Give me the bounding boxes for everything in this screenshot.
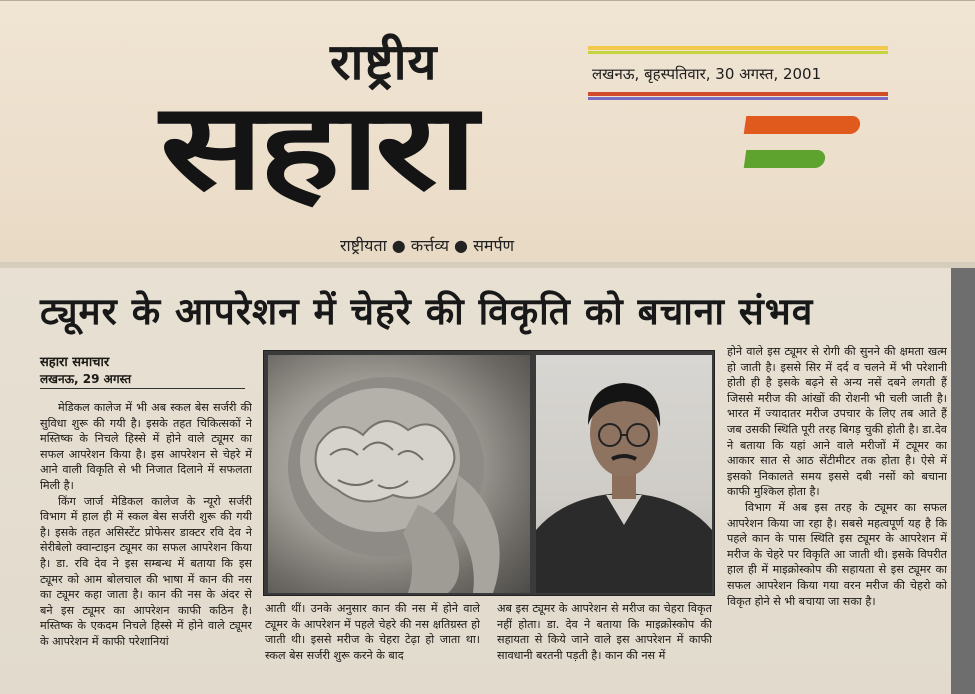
- portrait-illustration: [536, 355, 712, 593]
- masthead-clipping: [0, 0, 975, 268]
- article-column-bottom-1: [265, 601, 480, 673]
- brain-illustration: [268, 355, 530, 593]
- article-paragraph: अब इस ट्यूमर के आपरेशन से मरीज का चेहरा विकृत नहीं होता। डा. देव ने बताया कि माइक्रोस्कोप की सहायता से किये जाने वाले इस आपरेशन में काफी सावधानी बरतनी पड़ती है। कान की नस में: [497, 602, 712, 662]
- flag-green-stripe: [744, 150, 827, 168]
- article-paragraph: विभाग में अब इस तरह के ट्यूमर का सफल आपरेशन किया जा रहा है। सबसे महत्वपूर्ण यह है कि पहले कान के पास स्थिति इस ट्यूमर के आपरेशन में मरीज के चेहरे पर विकृति आ जाती थी। इसके विपरीत हाल ही में माइक्रोस्कोप की सहायता से इस ट्यूमर का सफल आपरेशन किया गया वरन मरीज की चेहरो को विकृत होने से भी बचाया जा सका है।: [727, 500, 947, 608]
- article-paragraph: आती थीं। उनके अनुसार कान की नस में होने वाले ट्यूमर के आपरेशन में पहले चेहरे की नस क्षतिग्रस्त हो जाती थी। इससे मरीज के चेहरा टेढ़ा हो जाता था। स्कल बेस सर्जरी शुरू करने के बाद: [265, 602, 480, 662]
- masthead-tagline: राष्ट्रीयता ● कर्त्तव्य ● समर्पण: [340, 236, 515, 255]
- dateline: लखनऊ, बृहस्पतिवार, 30 अगस्त, 2001: [592, 65, 822, 83]
- photo-frame: [263, 350, 715, 596]
- masthead-title-big: सहारा: [160, 78, 473, 217]
- doctor-portrait-photo: [536, 355, 712, 593]
- article-column-left: [40, 400, 252, 690]
- dateline-bar-top: [588, 46, 888, 50]
- article-paragraph: मेडिकल कालेज में भी अब स्कल बेस सर्जरी की सुविधा शुरू की गयी है। इसके तहत चिकित्सकों ने मस्तिष्क के निचले हिस्से में होने वाले ट्यूमर का सफल आपरेशन किया है। इस आपरेशन से चेहरे में आने वाली विकृति से भी निजात दिलाने में सफलता मिली है।: [40, 401, 252, 492]
- dateline-box: [588, 46, 888, 100]
- article-paragraph: किंग जार्ज मेडिकल कालेज के न्यूरो सर्जरी विभाग में हाल ही में स्कल बेस सर्जरी शुरू की गयी है। इसके तहत असिस्टेंट प्रोफेसर डाक्टर रवि देव ने सेरीबेलो क्वान्टाइन ट्यूमर का सफल आपरेशन किया है। डा. रवि देव ने इस सम्बन्ध में बताया कि इस ट्यूमर को आम बोलचाल की भाषा में कान की नस का ट्यूमर कहा जाता है। कान की नस के अंदर से बने इस ट्यूमर का आपरेशन काफी कठिन है। मस्तिष्क के एकदम निचले हिस्से में होने वाले ट्यूमर के आपरेशन में काफी परेशानियां: [40, 494, 252, 648]
- article-source: सहारा समाचार: [40, 355, 110, 370]
- article-place-date: लखनऊ, 29 अगस्त: [40, 372, 132, 386]
- brain-xray-photo: [268, 355, 530, 593]
- byline-rule: [40, 388, 245, 389]
- article-headline: ट्यूमर के आपरेशन में चेहरे की विकृति को बचाना संभव: [40, 290, 814, 333]
- article-column-right: [727, 344, 947, 672]
- dateline-bar-bottom: [588, 92, 888, 96]
- article-column-bottom-2: [497, 601, 712, 673]
- scan-border-strip: [951, 268, 975, 694]
- article-paragraph: होने वाले इस ट्यूमर से रोगी की सुनने की क्षमता खत्म हो जाती है। इससे सिर में दर्द व चलने में भी परेशानी होती ही है इसके बढ़ने से अन्य नसें दबने लगती हैं जिससे मरीज की आंखों की रोशनी भी चली जाती है। भारत में ज्यादातर मरीज उपचार के लिए तब आते हैं जब उसकी स्थिति पूरी तरह बिगड़ चुकी होती है। डा.देव ने बताया कि यहां आने वाले मरीजों में ट्यूमर का आकार सात से आठ सेंटीमीटर तक होता है। ऐसे में इसको निकालते समय इससे दबी नसों को बचाना काफी मुश्किल होता है।: [727, 345, 947, 499]
- flag-orange-stripe: [744, 116, 862, 134]
- dateline-bar-bottom-2: [588, 97, 888, 100]
- masthead-title-small: राष्ट्रीय: [330, 33, 438, 91]
